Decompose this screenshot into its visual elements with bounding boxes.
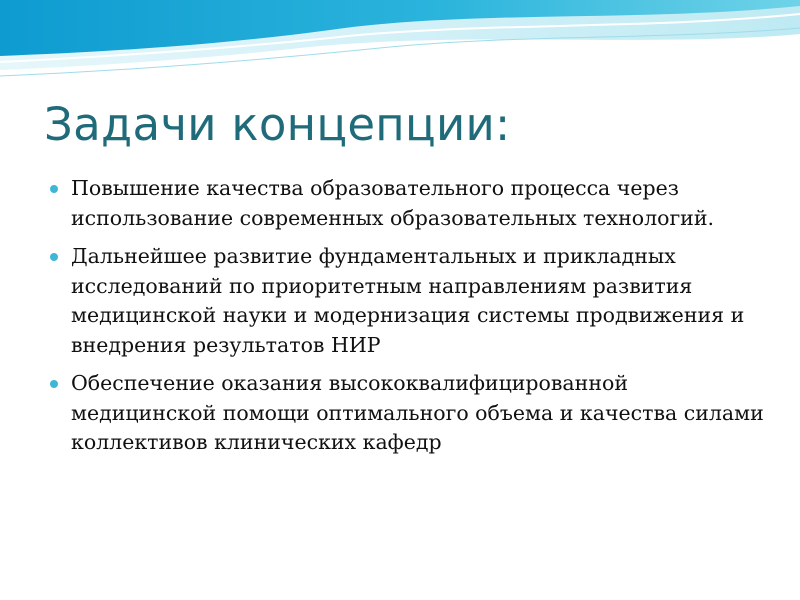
header-wave-decoration: [0, 0, 800, 90]
bullet-text: Повышение качества образовательного процесса через использование современных образовательных технологий.: [71, 176, 715, 230]
bullet-dot-icon: [50, 253, 58, 261]
bullet-item: [40, 369, 770, 458]
bullet-dot-icon: [50, 185, 58, 193]
bullet-item: [40, 174, 770, 233]
bullet-text: Обеспечение оказания высококвалифицированной медицинской помощи оптимального объема и качества силами коллективов клинических кафедр: [71, 371, 764, 454]
bullet-item: [40, 242, 770, 360]
bullet-text: Дальнейшее развитие фундаментальных и прикладных исследований по приоритетным направлениям развития медицинской науки и модернизация системы продвижения и внедрения результатов НИР: [71, 244, 745, 357]
bullet-dot-icon: [50, 380, 58, 388]
slide-title: Задачи концепции:: [44, 98, 511, 151]
bullet-list: [40, 174, 770, 467]
